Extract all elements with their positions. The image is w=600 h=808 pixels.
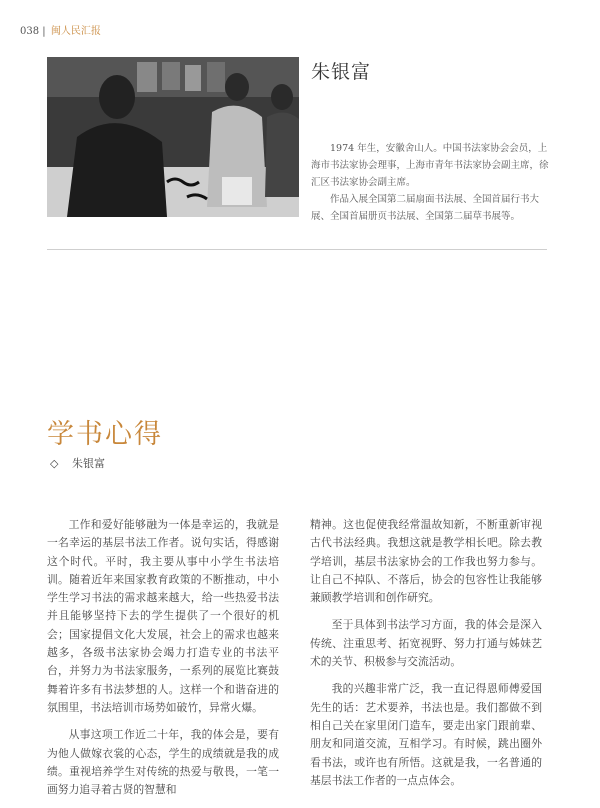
profile-bio [311, 140, 556, 225]
article-column-left [47, 516, 279, 808]
magazine-name: 闽人民汇报 [50, 26, 101, 37]
article-paragraph: 从事这项工作近二十年，我的体会是，要有为他人做嫁衣裳的心态，学生的成绩就是我的成绩。重视培养学生对传统的热爱与敬畏，一笔一画努力追寻着古贤的智慧和 [47, 728, 279, 797]
article-byline [50, 455, 105, 471]
article-column-right [310, 516, 542, 799]
divider [47, 249, 547, 250]
bio-paragraph: 作品入展全国第二届扇面书法展、全国首届行书大展、全国首届册页书法展、全国第二届草书展等。 [311, 194, 540, 222]
article-paragraph: 精神。这也促使我经常温故知新，不断重新审视古代书法经典。我想这就是教学相长吧。除去教学培训，基层书法家协会的工作我也努力参与。让自己不掉队、不落后，协会的包容性让我能够兼顾教学培训和创作研究。 [310, 518, 542, 605]
article-paragraph: 至于具体到书法学习方面，我的体会是深入传统、注重思考、拓宽视野、努力打通与姊妹艺术的关节、积极参与交流活动。 [310, 618, 542, 669]
article-paragraph: 工作和爱好能够融为一体是幸运的，我就是一名幸运的基层书法工作者。说句实话，得感谢这个时代。平时，我主要从事中小学生书法培训。随着近年来国家教育政策的不断推动，中小学生学习书法的需求越来越大，给一些热爱书法并且能够坚持下去的学生提供了一个很好的机会；国家提倡文化大发展，社会上的需求也越来越多，各级书法家协会竭力打造专业的书法平台，并努力为书法家服务，一系列的展览比赛鼓舞着许多有书法梦想的人。这样一个和谐奋进的氛围里，书法培训市场势如破竹，异常火爆。 [47, 518, 279, 714]
profile-name: 朱银富 [311, 61, 372, 83]
article-paragraph: 我的兴趣非常广泛，我一直记得恩师傅爱国先生的话：艺术要养，书法也是。我们都做不到相自己关在家里闭门造车，要走出家门跟前辈、朋友和同道交流，互相学习。有时候，跳出圈外看书法，或许也有所悟。这就是我，一名普通的基层书法工作者的一点点体会。 [310, 682, 542, 787]
article-title: 学书心得 [47, 419, 163, 450]
page-header [20, 22, 101, 37]
page-number: 038 [20, 26, 40, 37]
article-author: 朱银富 [71, 457, 105, 470]
bio-paragraph: 1974 年生，安徽舍山人。中国书法家协会会员，上海市书法家协会理事，上海市青年书法家协会副主席，徐汇区书法家协会副主席。 [311, 143, 549, 188]
portrait-photo [47, 57, 299, 217]
header-separator: | [42, 26, 46, 37]
diamond-icon: ◇ [50, 457, 59, 470]
